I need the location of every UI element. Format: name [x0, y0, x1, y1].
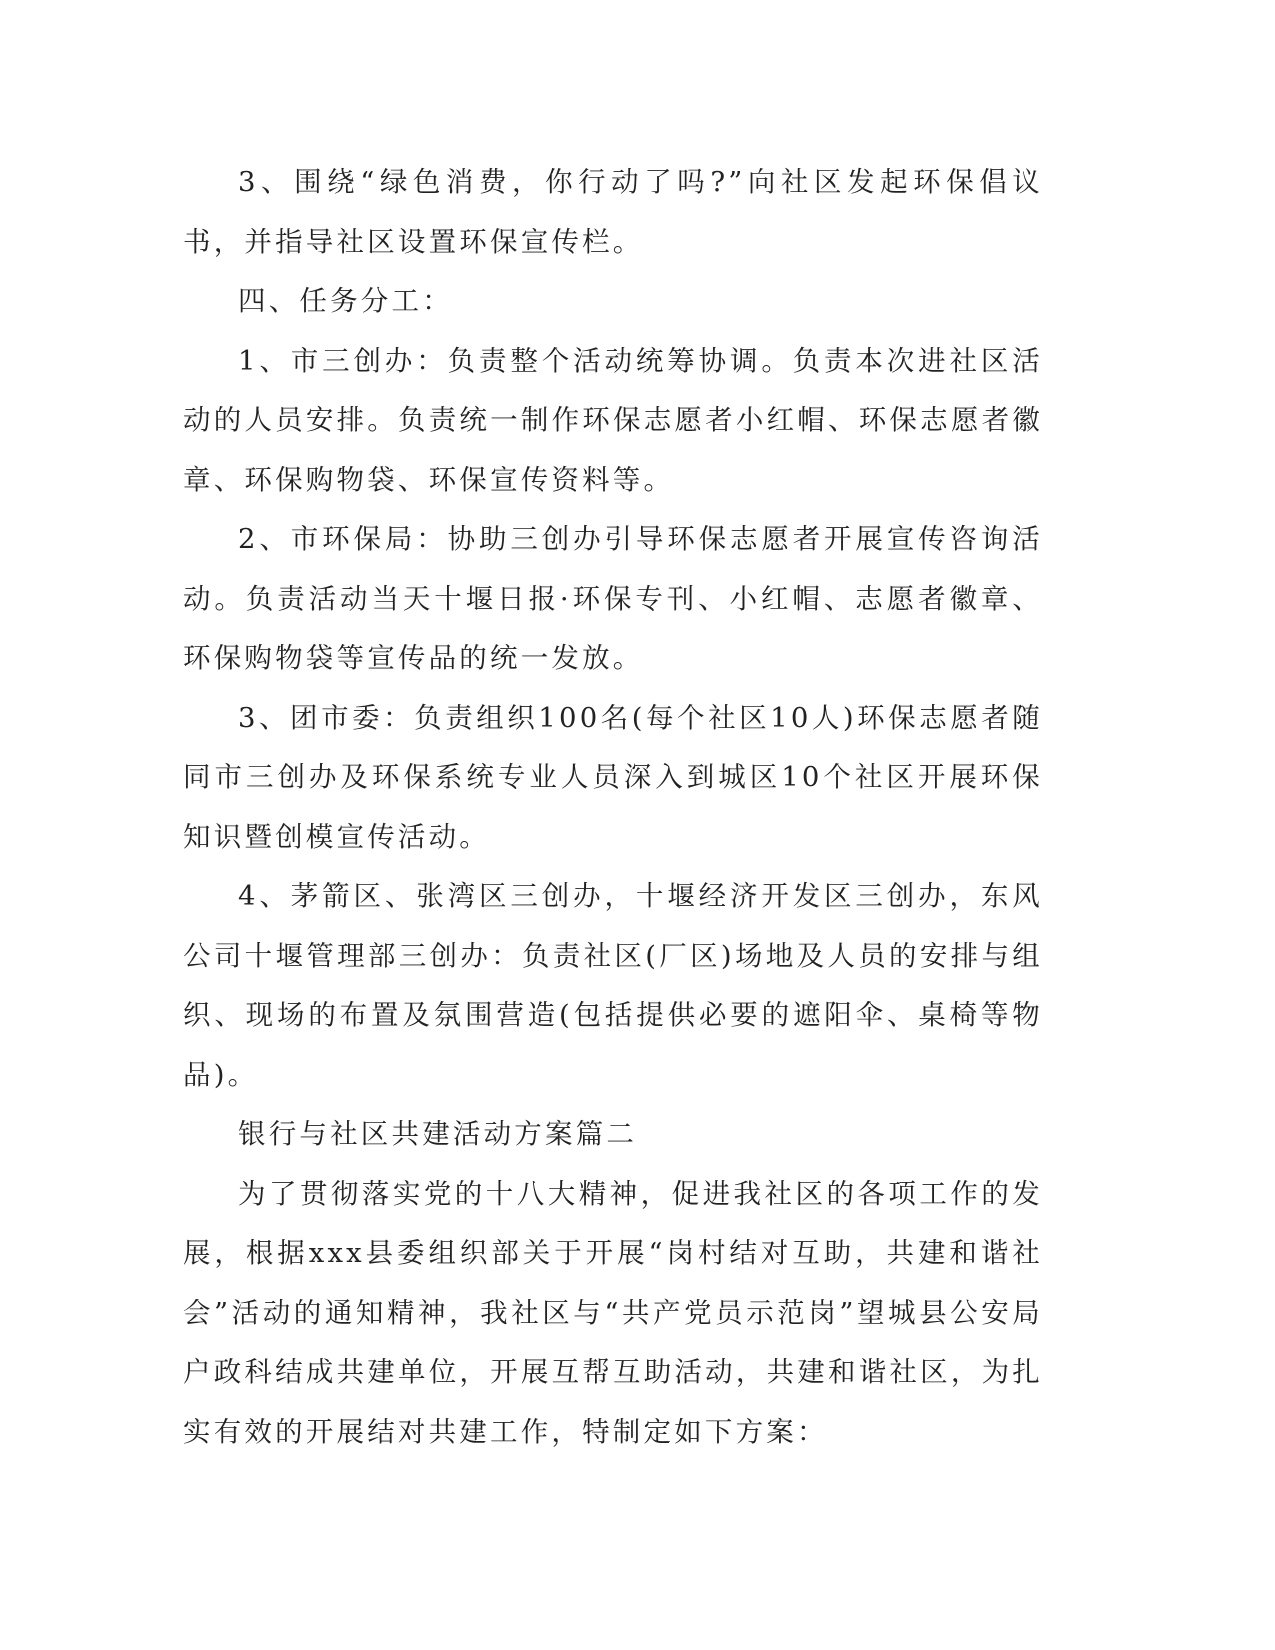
section-heading-task-division: 四、任务分工： — [238, 285, 453, 317]
section-title-plan-two: 银行与社区共建活动方案篇二 — [238, 1118, 638, 1150]
document-body — [183, 153, 1043, 1462]
paragraph-plan-intro: 为了贯彻落实党的十八大精神，促进我社区的各项工作的发展，根据xxx县委组织部关于开展“岗村结对互助，共建和谐社会”活动的通知精神，我社区与“共产党员示范岗”望城县公安局户政科结成共建单位，开展互帮互助活动，共建和谐社区，为扎实有效的开展结对共建工作，特制定如下方案： — [183, 1177, 1043, 1448]
paragraph-green-consumption: 3、围绕“绿色消费，你行动了吗?”向社区发起环保倡议书，并指导社区设置环保宣传栏。 — [183, 166, 1043, 258]
paragraph-youth-league: 3、团市委：负责组织100名(每个社区10人)环保志愿者随同市三创办及环保系统专业人员深入到城区10个社区开展环保知识暨创模宣传活动。 — [183, 701, 1043, 853]
paragraph-environmental-bureau: 2、市环保局：协助三创办引导环保志愿者开展宣传咨询活动。负责活动当天十堰日报·环保专刊、小红帽、志愿者徽章、环保购物袋等宣传品的统一发放。 — [183, 523, 1043, 674]
paragraph-district-offices: 4、茅箭区、张湾区三创办，十堰经济开发区三创办，东风公司十堰管理部三创办：负责社区(厂区)场地及人员的安排与组织、现场的布置及氛围营造(包括提供必要的遮阳伞、桌椅等物品)。 — [183, 880, 1043, 1091]
paragraph-city-office: 1、市三创办：负责整个活动统筹协调。负责本次进社区活动的人员安排。负责统一制作环保志愿者小红帽、环保志愿者徽章、环保购物袋、环保宣传资料等。 — [183, 344, 1043, 496]
